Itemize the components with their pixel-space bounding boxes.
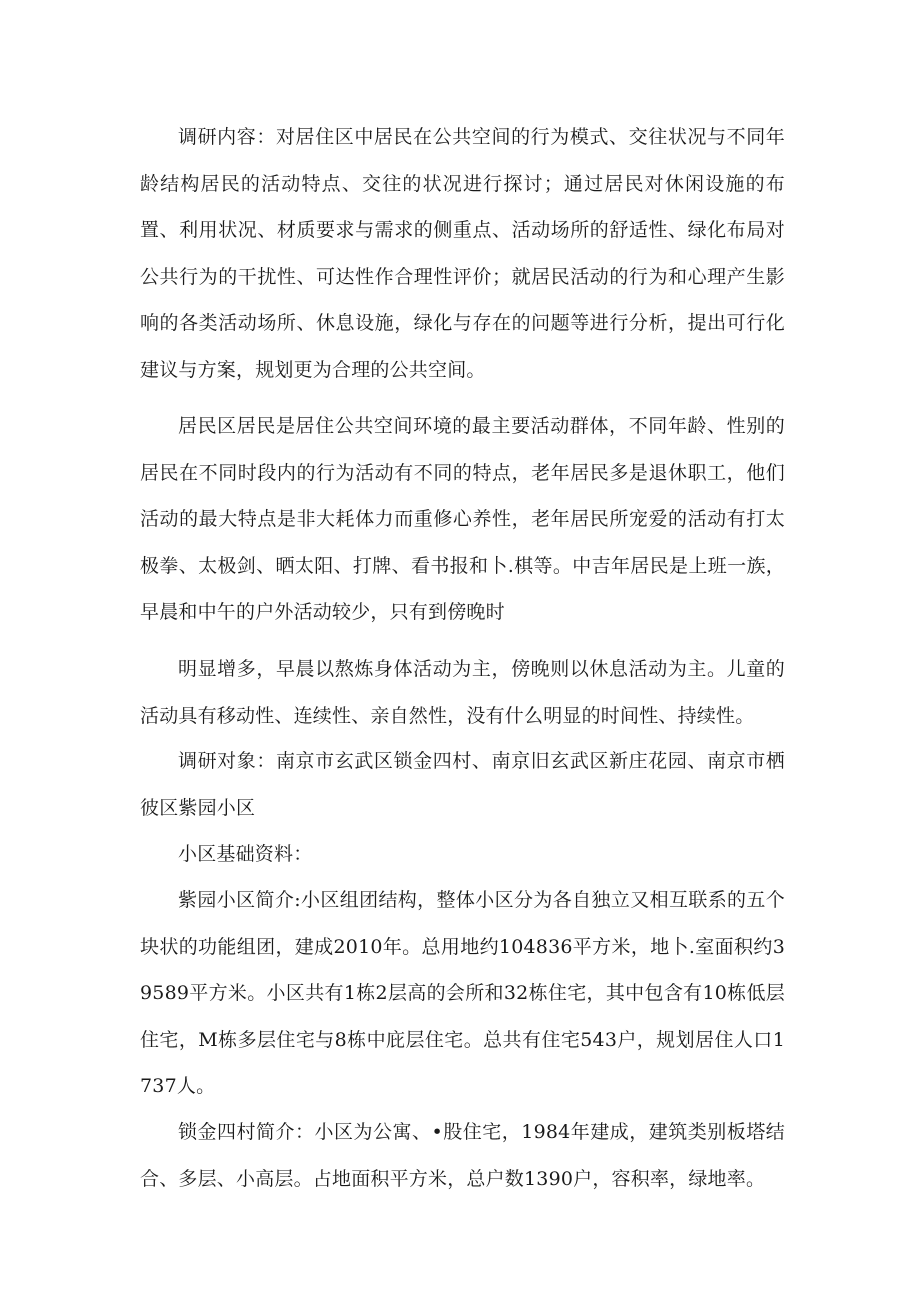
paragraph-ziyuan-intro: 紫园小区简介:小区组团结构，整体小区分为各自独立又相互联系的五个块状的功能组团，建成2010年。总用地约104836平方米，地卜.室面积约39589平方米。小区共有1栋2层高的会所和32栋住宅，其中包含有10栋低层住宅，M栋多层住宅与8栋中庇层住宅。总共有住宅543户，规划居住人口1737人。 bbox=[140, 889, 785, 1097]
paragraph-resident-groups: 居民区居民是居住公共空间环境的最主要活动群体，不同年龄、性别的居民在不同时段内的行为活动有不同的特点，老年居民多是退休职工，他们活动的最大特点是非大耗体力而重修心养性，老年居民所宠爱的活动有打太极拳、太极剑、晒太阳、打牌、看书报和卜.棋等。中吉年居民是上班一族，早晨和中午的户外活动较少，只有到傍晚时 bbox=[140, 415, 785, 623]
paragraph-activity-continuation: 明显增多，早晨以熬炼身体活动为主，傍晚则以休息活动为主。儿童的活动具有移动性、连续性、亲自然性，没有什么明显的时间性、持续性。 bbox=[140, 658, 785, 727]
paragraph-suojin-intro: 锁金四村简介：小区为公寓、•股住宅，1984年建成，建筑类别板塔结合、多层、小高层。占地面积平方米，总户数1390户，容积率，绿地率。 bbox=[140, 1121, 785, 1190]
paragraph-research-content: 调研内容：对居住区中居民在公共空间的行为模式、交往状况与不同年龄结构居民的活动特点、交往的状况进行探讨；通过居民对休闲设施的布置、利用状况、材质要求与需求的侧重点、活动场所的舒适性、绿化布局对公共行为的干扰性、可达性作合理性评价；就居民活动的行为和心理产生影响的各类活动场所、休息设施，绿化与存在的问题等进行分析，提出可行化建议与方案，规划更为合理的公共空间。 bbox=[140, 126, 785, 381]
paragraph-research-objects: 调研对象：南京市玄武区锁金四村、南京旧玄武区新庄花园、南京市栖彼区紫园小区 bbox=[140, 750, 785, 819]
paragraph-basic-info-heading: 小区基础资料： bbox=[178, 843, 313, 865]
